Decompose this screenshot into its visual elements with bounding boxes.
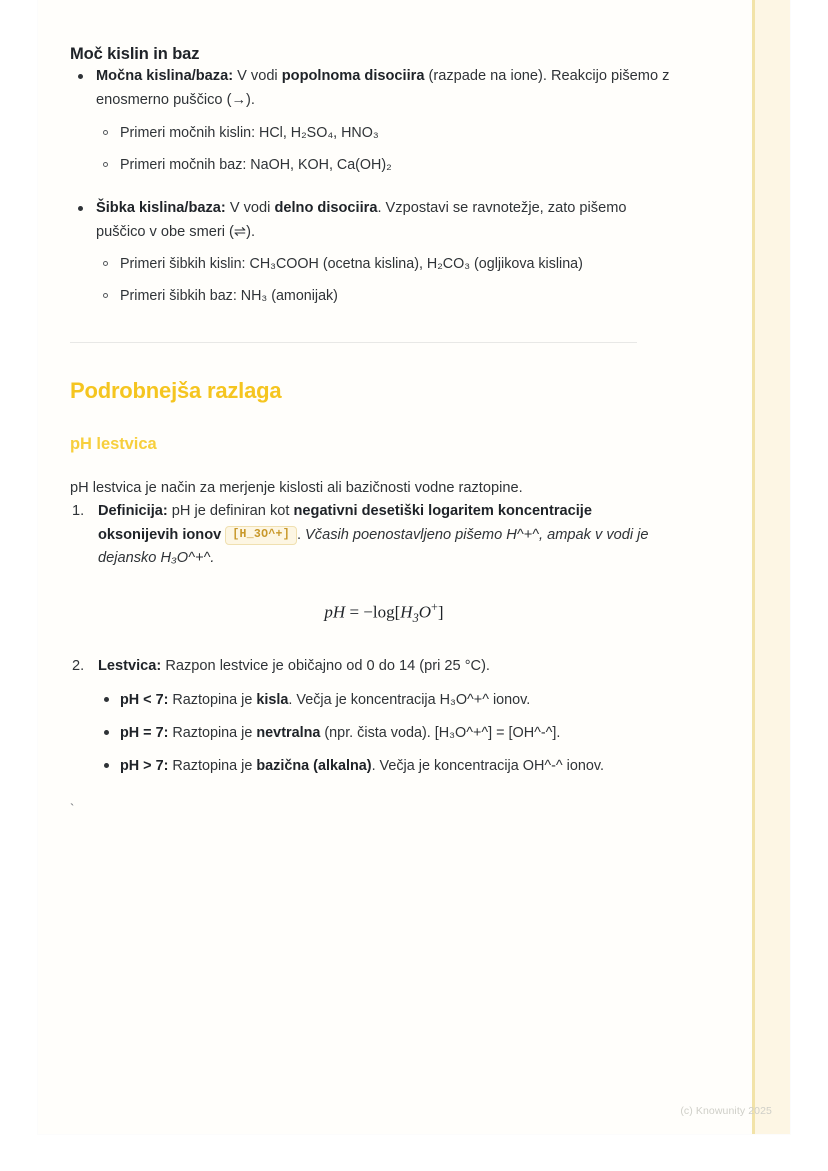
ph-range-item-neutral bbox=[98, 722, 670, 745]
ph-numbered-list bbox=[70, 500, 670, 778]
ph-range-text-2: . Večja je koncentracija OH^-^ ionov. bbox=[371, 757, 604, 774]
numbered-item-emphasis: negativni desetiški logaritem koncentracije oksonijevih ionov bbox=[98, 503, 592, 543]
list-item-text-1: V vodi bbox=[225, 199, 275, 216]
detail-heading: Podrobnejša razlaga bbox=[70, 378, 282, 404]
numbered-item-text-2: . bbox=[296, 526, 306, 543]
sublist-item: Primeri šibkih kislin: CH₃COOH (ocetna kislina), H₂CO₃ (ogljikova kislina) bbox=[96, 253, 670, 276]
numbered-item-text-1: Razpon lestvice je običajno od 0 do 14 (pri 25 °C). bbox=[161, 658, 490, 675]
ph-intro-paragraph: pH lestvica je način za merjenje kislosti ali bazičnosti vodne raztopine. bbox=[70, 480, 523, 497]
ph-range-text-2: (npr. čista voda). [H₃O^+^] = [OH^-^]. bbox=[320, 724, 561, 741]
formula-subscript: 3 bbox=[412, 611, 419, 626]
footer-copyright: (c) Knowunity 2025 bbox=[680, 1105, 772, 1117]
right-side-rail bbox=[752, 0, 790, 1134]
formula-log: log bbox=[372, 602, 395, 622]
numbered-item-scale bbox=[70, 655, 670, 778]
ph-range-item-acidic bbox=[98, 689, 670, 712]
ph-range-lead: pH < 7: bbox=[120, 691, 169, 708]
numbered-item-definition bbox=[70, 500, 670, 627]
ph-range-text-1: Raztopina je bbox=[168, 757, 257, 774]
weak-acid-sublist bbox=[96, 253, 670, 308]
stray-backtick: ` bbox=[70, 800, 75, 816]
sublist-item: Primeri močnih kislin: HCl, H₂SO₄, HNO₃ bbox=[96, 122, 670, 145]
numbered-item-lead: Definicija: bbox=[98, 503, 168, 520]
formula-equals: = bbox=[345, 602, 364, 622]
list-item-text-1: V vodi bbox=[233, 68, 282, 85]
formula-superscript: + bbox=[430, 600, 438, 615]
formula-open-bracket: [ bbox=[394, 602, 401, 622]
list-item-text-2: (razpade na ione). Reakcijo pišemo z enosmerno puščico (→). bbox=[96, 68, 670, 108]
sublist-item: Primeri šibkih baz: NH₃ (amonijak) bbox=[96, 285, 670, 308]
formula-minus: − bbox=[363, 602, 373, 622]
ph-formula bbox=[98, 599, 670, 627]
document-content bbox=[70, 0, 670, 815]
section-divider bbox=[70, 342, 637, 343]
ph-range-text-2: . Večja je koncentracija H₃O^+^ ionov. bbox=[288, 691, 531, 708]
ph-heading-wrap bbox=[70, 434, 670, 455]
ph-range-text-1: Raztopina je bbox=[168, 724, 257, 741]
ph-range-emphasis: bazična (alkalna) bbox=[256, 757, 372, 774]
ph-range-lead: pH > 7: bbox=[120, 757, 169, 774]
formula-element-h: H bbox=[400, 602, 413, 622]
inline-code-chip: [H_3O^+] bbox=[225, 526, 297, 546]
ph-range-sublist bbox=[98, 689, 670, 778]
strong-acid-sublist bbox=[96, 122, 670, 177]
acid-base-strength-list bbox=[70, 65, 670, 308]
ph-range-text-1: Raztopina je bbox=[168, 691, 257, 708]
ph-range-emphasis: nevtralna bbox=[256, 724, 321, 741]
list-item-lead: Močna kislina/baza: bbox=[96, 68, 234, 85]
list-item-lead: Šibka kislina/baza: bbox=[96, 199, 226, 216]
ph-range-item-basic bbox=[98, 755, 670, 778]
list-item-text-2: . Vzpostavi se ravnotežje, zato pišemo puščico v obe smeri (⇌). bbox=[96, 199, 627, 240]
section-heading: Moč kislin in baz bbox=[70, 45, 200, 63]
list-item-emphasis: popolnoma disociira bbox=[281, 68, 425, 85]
divider-wrap bbox=[70, 342, 670, 343]
formula-close-bracket: ] bbox=[437, 602, 444, 622]
list-item-strong-acid bbox=[70, 65, 670, 177]
detail-heading-wrap bbox=[70, 377, 670, 406]
list-item-emphasis: delno disociira bbox=[274, 199, 378, 216]
numbered-item-lead: Lestvica: bbox=[98, 658, 162, 675]
numbered-item-text-1: pH je definiran kot bbox=[167, 503, 294, 520]
numbered-item-italic-tail: Včasih poenostavljeno pišemo H^+^, ampak v vodi je dejansko H₃O^+^. bbox=[98, 526, 649, 567]
formula-element-o: O bbox=[418, 602, 431, 622]
ph-scale-heading: pH lestvica bbox=[70, 435, 157, 454]
formula-lhs: pH bbox=[324, 602, 346, 622]
ph-range-emphasis: kisla bbox=[256, 691, 289, 708]
sublist-item: Primeri močnih baz: NaOH, KOH, Ca(OH)₂ bbox=[96, 154, 670, 177]
ph-range-lead: pH = 7: bbox=[120, 724, 169, 741]
list-item-weak-acid bbox=[70, 197, 670, 309]
